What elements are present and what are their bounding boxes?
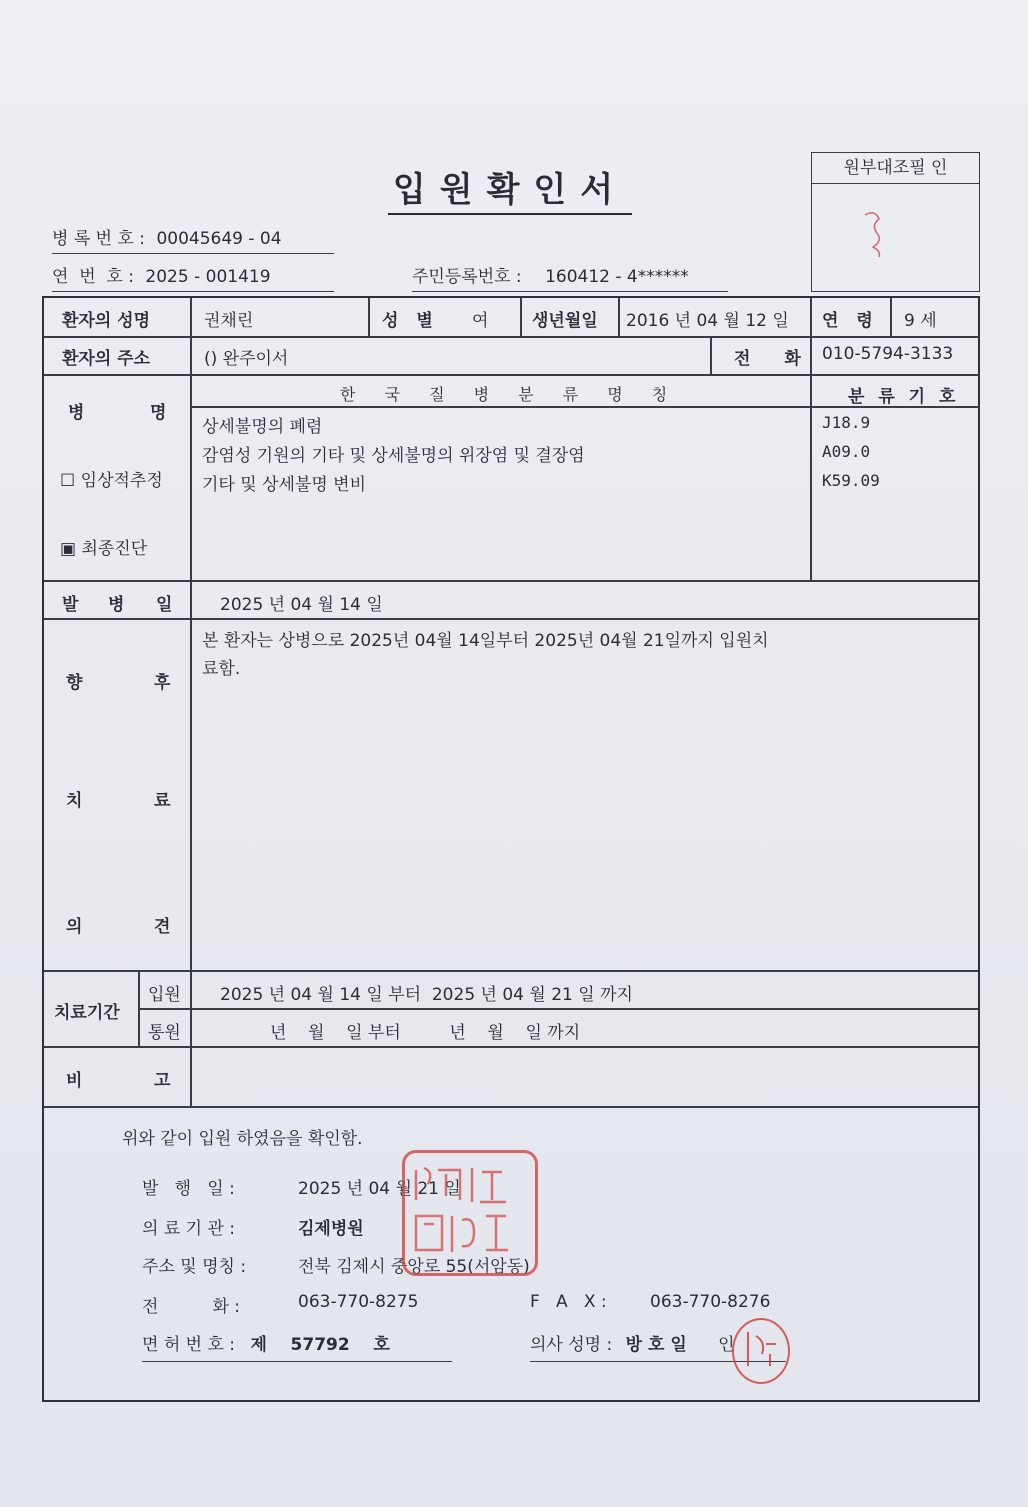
- verification-stamp-icon: [857, 205, 897, 265]
- outpatient-label: 통원: [148, 1023, 181, 1043]
- diagnosis-name-1: 상세불명의 폐렴: [202, 417, 323, 437]
- address-value: () 완주이서: [204, 349, 289, 369]
- diagnosis-code-3: K59.09: [822, 471, 880, 490]
- doctor-seal-char: 인: [718, 1335, 735, 1355]
- serial-number-value: 2025 - 001419: [145, 267, 271, 287]
- issue-date-value: 2025 년 04 월 21 일: [298, 1179, 461, 1199]
- issue-date-label: 발 행 일 :: [142, 1179, 235, 1199]
- diagnosis-code-1: J18.9: [822, 413, 871, 432]
- remarks-label-2: 고: [154, 1071, 171, 1091]
- diagnosis-label-2: 명: [150, 403, 167, 423]
- dob-value: 2016 년 04 월 12 일: [626, 311, 789, 331]
- diagnosis-code-2: A09.0: [822, 442, 871, 461]
- tel-label: 전 화 :: [142, 1297, 241, 1317]
- address-name-value: 전북 김제시 중앙로 55(서암동): [298, 1257, 530, 1277]
- opinion-line-2: 료함.: [202, 659, 241, 679]
- inpatient-label: 입원: [148, 985, 181, 1005]
- sex-label: 성 별: [382, 311, 439, 331]
- verification-box-header: 원부대조필 인: [812, 153, 979, 184]
- inpatient-period: 2025 년 04 월 14 일 부터 2025 년 04 월 21 일 까지: [220, 985, 633, 1005]
- diagnosis-label-1: 병: [68, 403, 85, 423]
- onset-label-1: 발: [62, 595, 79, 615]
- tel-value: 063-770-8275: [298, 1292, 419, 1312]
- rrn-line: [412, 262, 728, 292]
- opinion-label-4: 료: [154, 791, 171, 811]
- record-number-label: 병 록 번 호 :: [52, 229, 146, 249]
- opinion-label-2: 후: [154, 673, 171, 693]
- phone-value: 010-5794-3133: [822, 344, 954, 364]
- hospital-seal-icon: [402, 1150, 538, 1276]
- opinion-line-1: 본 환자는 상병으로 2025년 04월 14일부터 2025년 04월 21일까지 입원치: [202, 631, 769, 651]
- final-diagnosis-checkbox: ▣ 최종진단: [60, 539, 148, 559]
- diagnosis-name-2: 감염성 기원의 기타 및 상세불명의 위장염 및 결장염: [202, 446, 585, 466]
- license-value: 제 57792 호: [250, 1335, 390, 1355]
- record-number-value: 00045649 - 04: [156, 229, 282, 249]
- institution-value: 김제병원: [298, 1219, 364, 1239]
- treatment-period-label: 치료기간: [54, 1003, 120, 1023]
- license-label: 면 허 번 호 :: [142, 1335, 236, 1355]
- dob-label: 생년월일: [532, 311, 598, 331]
- record-number-line: [52, 224, 334, 254]
- rrn-label: 주민등록번호 :: [412, 267, 522, 287]
- onset-label-2: 병: [108, 595, 125, 615]
- outpatient-period: 년 월 일 부터 년 월 일 까지: [270, 1023, 581, 1043]
- serial-number-label: 연 번 호 :: [52, 267, 135, 287]
- patient-name-value: 권채린: [204, 311, 254, 331]
- serial-number-line: [52, 262, 334, 292]
- age-value: 9 세: [904, 311, 937, 331]
- rrn-value: 160412 - 4******: [545, 267, 689, 287]
- doctor-seal-icon: [732, 1318, 790, 1384]
- opinion-label-1: 향: [66, 673, 83, 693]
- classification-code-header: 분 류 기 호: [848, 387, 960, 407]
- fax-value: 063-770-8276: [650, 1292, 771, 1312]
- age-label: 연 령: [822, 311, 879, 331]
- onset-label-3: 일: [156, 595, 173, 615]
- disease-name-header: 한 국 질 병 분 류 명 칭: [340, 385, 680, 404]
- doctor-label: 의사 성명 :: [530, 1335, 613, 1355]
- doctor-name: 방 호 일: [625, 1335, 687, 1355]
- opinion-label-6: 견: [154, 917, 171, 937]
- onset-value: 2025 년 04 월 14 일: [220, 595, 383, 615]
- license-line: [142, 1330, 452, 1362]
- institution-label: 의 료 기 관 :: [142, 1219, 236, 1239]
- opinion-label-3: 치: [66, 791, 83, 811]
- address-label: 환자의 주소: [62, 349, 151, 369]
- original-verification-box: [811, 152, 980, 292]
- address-name-label: 주소 및 명칭 :: [142, 1257, 247, 1277]
- clinical-estimate-checkbox: ☐ 임상적추정: [60, 471, 163, 491]
- fax-label: F A X :: [530, 1292, 607, 1312]
- patient-name-label: 환자의 성명: [62, 311, 151, 331]
- remarks-label-1: 비: [66, 1071, 83, 1091]
- opinion-label-5: 의: [66, 917, 83, 937]
- confirmation-text: 위와 같이 입원 하였음을 확인함.: [122, 1129, 363, 1149]
- diagnosis-name-3: 기타 및 상세불명 변비: [202, 475, 367, 495]
- sex-value: 여: [472, 311, 489, 331]
- phone-label: 전 화: [734, 349, 815, 369]
- document-title: 입원확인서: [388, 162, 632, 215]
